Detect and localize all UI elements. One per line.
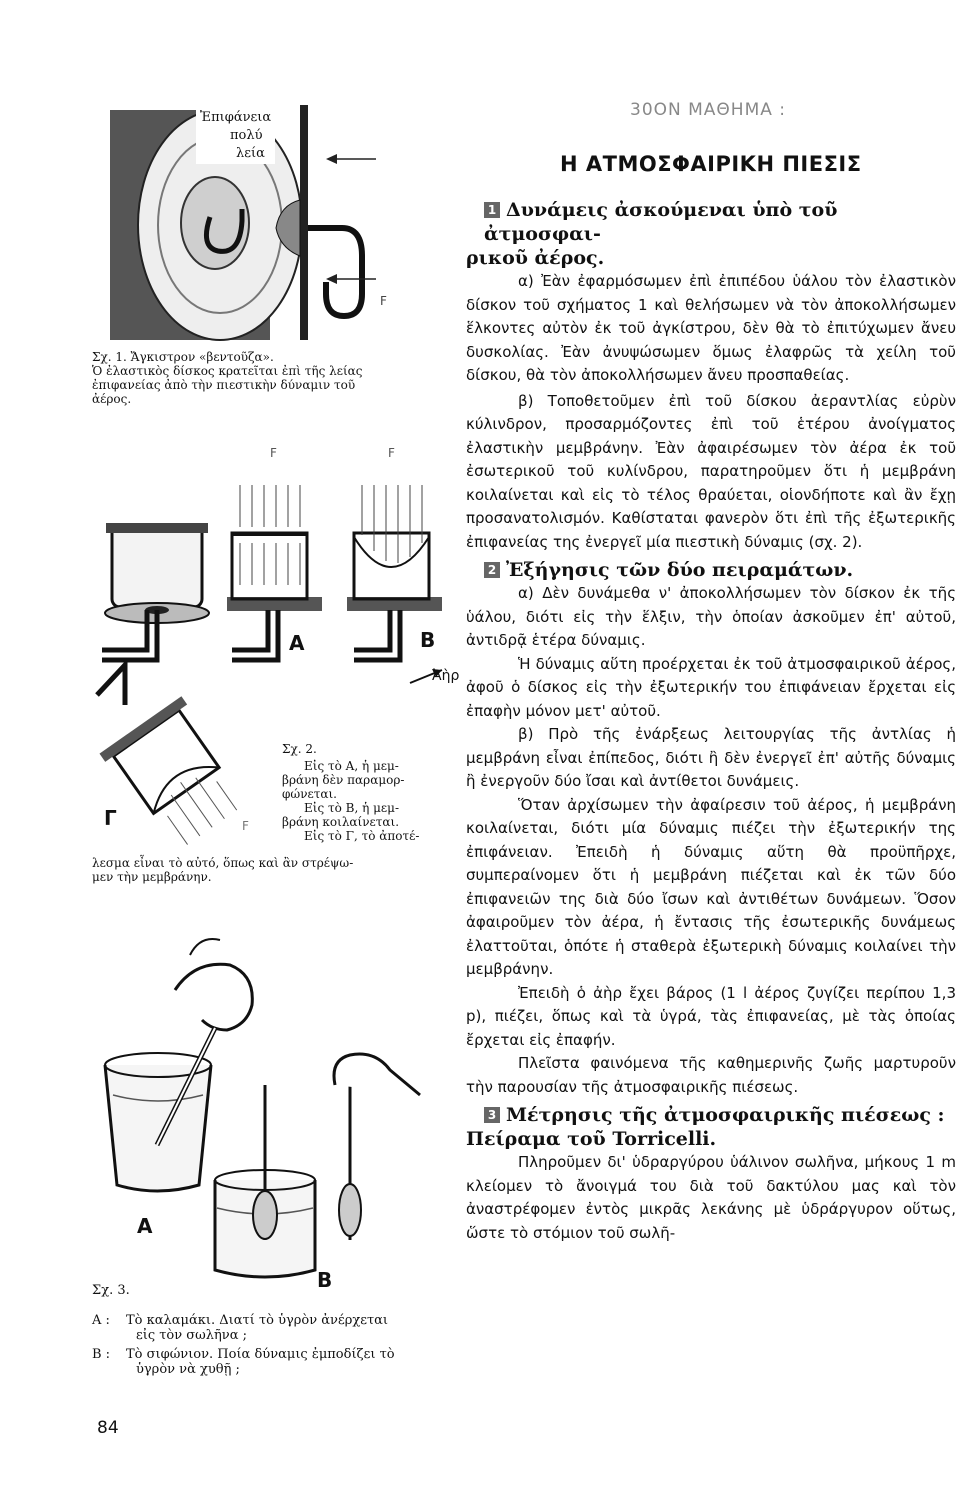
letter-b: Β [420, 628, 436, 652]
paragraph: β) Πρὸ τῆς ἐνάρξεως λειτουργίας τῆς ἀντλίας ἡ μεμβράνη εἶναι ἐπίπεδος, διότι ἢ δὲν ἐνεργεῖ ἐπ' αὐτῆς δύναμις ἢ ἐνεργοῦν δύο ἴσαι καὶ ἀντίθετοι δυνάμεις. [466, 725, 956, 790]
paragraph: Ὅταν ἀρχίσωμεν τὴν ἀφαίρεσιν τοῦ ἀέρος, ἡ μεμβράνη κοιλαίνεται, διότι μία δύναμις πιέζει τὴν ἐξωτερικήν της ἐπιφάνειαν. Ἐπειδὴ ἡ δύναμις αὕτη θὰ προϋπῆρχε, συμπεραίνομεν ὅτι ἡ μεμβράνη πιέζεται καὶ ἐκ τῶν δύο ἐπιφανειῶν της διὰ δύο ἴσων καὶ ἀντιθέτων δυνάμεων. Ὅσον ἀφαιροῦμεν τὸν ἀέρα, ἡ ἔντασις τῆς ἐσωτερικῆς δυνάμεως ἐλαττοῦται, ὁπότε ἡ σταθερὰ ἐξωτερικὴ δύναμις κοιλαίνει τὴν μεμβράνην. [466, 795, 956, 978]
caption-line: Εἰς τὸ Β, ἡ μεμ- [304, 801, 399, 815]
letter-a: Α [137, 1214, 153, 1238]
figure-2-caption-bottom [92, 856, 438, 884]
force-label: F [242, 819, 249, 833]
paragraph: α) Ἐὰν ἐφαρμόσωμεν ἐπὶ ἐπιπέδου ὑάλου τὸν ἐλαστικὸν δίσκον τοῦ σχήματος 1 καὶ θελήσωμεν νὰ τὸν ἀποκολλήσωμεν ἕλκοντες αὐτὸν ἐκ τοῦ ἀγκίστρου, δὲν θὰ τὸ ἐπιτύχωμεν ἄνευ δυσκολίας. Ἐὰν ἀνυψώσωμεν ὅμως ἐλαφρῶς τὰ χείλη τοῦ δίσκου, θὰ τὸν ἀποκολλήσωμεν ἄνευ προσπαθείας. [466, 272, 956, 384]
letter-g: Γ [104, 806, 117, 830]
paragraph: Ἡ δύναμις αὕτη προέρχεται ἐκ τοῦ ἀτμοσφαιρικοῦ ἀέρος, ἀφοῦ ὁ δίσκος εἰς τὴν ἐξωτερικήν του ἐπιφάνειαν ἔρχεται εἰς ἐπαφὴν μόνον μετ' αὐτοῦ. [466, 654, 956, 720]
section-number: 1 [484, 202, 500, 218]
caption-line: Εἰς τὸ Α, ἡ μεμ- [304, 759, 399, 773]
caption-line: Εἰς τὸ Γ, τὸ ἀποτέ- [304, 829, 420, 843]
caption-item-key: Β : [92, 1347, 111, 1362]
caption-line: λεσμα εἶναι τὸ αὐτό, ὅπως καὶ ἂν στρέψω- [92, 856, 354, 870]
force-label: F [380, 294, 387, 308]
caption-line: φώνεται. [282, 787, 337, 801]
caption-line: Ὁ ἐλαστικὸς δίσκος κρατεῖται ἐπὶ τῆς λείας [92, 364, 363, 378]
paragraph: β) Τοποθετοῦμεν ἐπὶ τοῦ δίσκου ἀεραντλίας εὐρὺν κύλινδρον, προσαρμόζοντες ἐπὶ τοῦ ἑτέρου ἀνοίγματος ἐλαστικὴν μεμβράνην. Ἐὰν ἀφαιρέσωμεν τὸν ἀέρα ἐκ τοῦ ἐσωτερικοῦ τοῦ κυλίνδρου, παρατηροῦμεν ὅτι ἡ μεμβράνη κοιλαίνεται καὶ εἰς τὸ τέλος θραύεται, οἱονδήποτε καὶ ἂν ἔχῃ προσανατολισμόν. Καθίσταται φανερὸν ὅτι ἐπὶ τῆς ἐξωτερικῆς ἐπιφανείας της ἐνεργεῖ μία πιεστικὴ δύναμις (σχ. 2). [466, 391, 956, 551]
letter-a: Α [289, 631, 305, 655]
figure-3-straw-and-pipette [95, 930, 445, 1290]
force-label: F [270, 446, 277, 460]
caption-item-a [92, 1313, 442, 1343]
caption-item-text [126, 1313, 388, 1343]
page-number: 84 [97, 1418, 119, 1438]
figure-3-label: Σχ. 3. [92, 1283, 130, 1298]
caption-item-text [126, 1347, 395, 1377]
main-text [466, 198, 956, 1245]
caption-line: ἐπιφανείας ἀπὸ τὴν πιεστικὴν δύναμιν τοῦ [92, 378, 356, 392]
paragraph: Πληροῦμεν δι' ὑδραργύρου ὑάλινον σωλῆνα, μήκους 1 m κλείομεν τὸ ἄνοιγμά του διὰ τοῦ δακτύλου μας καὶ τὸν ἀναστρέφομεν ἐντὸς μικρᾶς λεκάνης μὲ ὑδράργυρον οὕτως, ὥστε τὸ στόμιον τοῦ σωλῆ- [466, 1153, 956, 1242]
figure-1-caption [92, 350, 442, 406]
section-number: 3 [484, 1107, 500, 1123]
figure-2-caption-side [282, 742, 438, 843]
section-title-cont: ρικοῦ ἀέρος. [466, 247, 605, 269]
force-label: F [388, 446, 395, 460]
paragraph: α) Δὲν δυνάμεθα ν' ἀποκολλήσωμεν τὸν δίσκον ἐκ τῆς ὑάλου, διότι εἰς τὴν ἕλξιν, τὴν ὁποίαν ἀσκοῦμεν ἐπ' αὐτοῦ, ἀντιδρᾷ ἑτέρα δύναμις. [466, 584, 956, 649]
paragraph: Πλεῖστα φαινόμενα τῆς καθημερινῆς ζωῆς μαρτυροῦν τὴν παρουσίαν τῆς ἀτμοσφαιρικῆς πιέσεως. [466, 1054, 956, 1096]
surface-label-line: Ἐπιφάνεια [200, 110, 272, 125]
caption-line: Τὸ καλαμάκι. Διατί τὸ ὑγρὸν ἀνέρχεται [126, 1313, 389, 1328]
caption-line: Σχ. 2. [282, 742, 317, 756]
section-title: Δυνάμεις ἀσκούμεναι ὑπὸ τοῦ ἀτμοσφαι- [484, 199, 838, 245]
caption-line: βράνη δὲν παραμορ- [282, 773, 405, 787]
caption-line: Τὸ σιφώνιον. Ποία δύναμις ἐμποδίζει τὸ [126, 1347, 395, 1362]
section-heading-2 [484, 558, 956, 582]
section-title: Μέτρησις τῆς ἀτμοσφαιρικῆς πιέσεως : [506, 1104, 945, 1126]
section-title: Ἐξήγησις τῶν δύο πειραμάτων. [506, 559, 854, 581]
letter-b: Β [317, 1268, 333, 1292]
section-heading-1 [484, 198, 956, 246]
caption-line: εἰς τὸν σωλῆνα ; [136, 1328, 247, 1343]
figure-3-caption [92, 1313, 442, 1377]
caption-line: Σχ. 1. Ἄγκιστρον «βεντοῦζα». [92, 350, 274, 364]
air-label: Ἀὴρ [432, 668, 460, 684]
caption-line: ὑγρὸν νὰ χυθῇ ; [136, 1362, 240, 1377]
page-title: Η ΑΤΜΟΣΦΑΙΡΙΚΗ ΠΙΕΣΙΣ [560, 152, 862, 176]
section-heading-3 [484, 1103, 956, 1127]
surface-label [196, 108, 275, 164]
caption-line: βράνη κοιλαίνεται. [282, 815, 400, 829]
section-number: 2 [484, 562, 500, 578]
paragraph: Ἐπειδὴ ὁ ἀὴρ ἔχει βάρος (1 l ἀέρος ζυγίζει περίπου 1,3 p), πιέζει, ὅπως καὶ τὰ ὑγρά, τὰς ἐπιφανείας, μὲ τὰς ὁποίας ἔρχεται εἰς ἐπαφήν. [466, 983, 956, 1049]
surface-label-line: πολύ [230, 128, 263, 143]
caption-item-b [92, 1347, 442, 1377]
caption-item-key: Α : [92, 1313, 110, 1328]
caption-line: ἀέρος. [92, 392, 132, 406]
lesson-header: 30ΟΝ ΜΑΘΗΜΑ : [630, 100, 787, 120]
section-title-cont: Πείραμα τοῦ Torricelli. [466, 1128, 717, 1150]
surface-label-line: λεία [236, 146, 265, 161]
caption-line: μεν τὴν μεμβράνην. [92, 870, 212, 884]
